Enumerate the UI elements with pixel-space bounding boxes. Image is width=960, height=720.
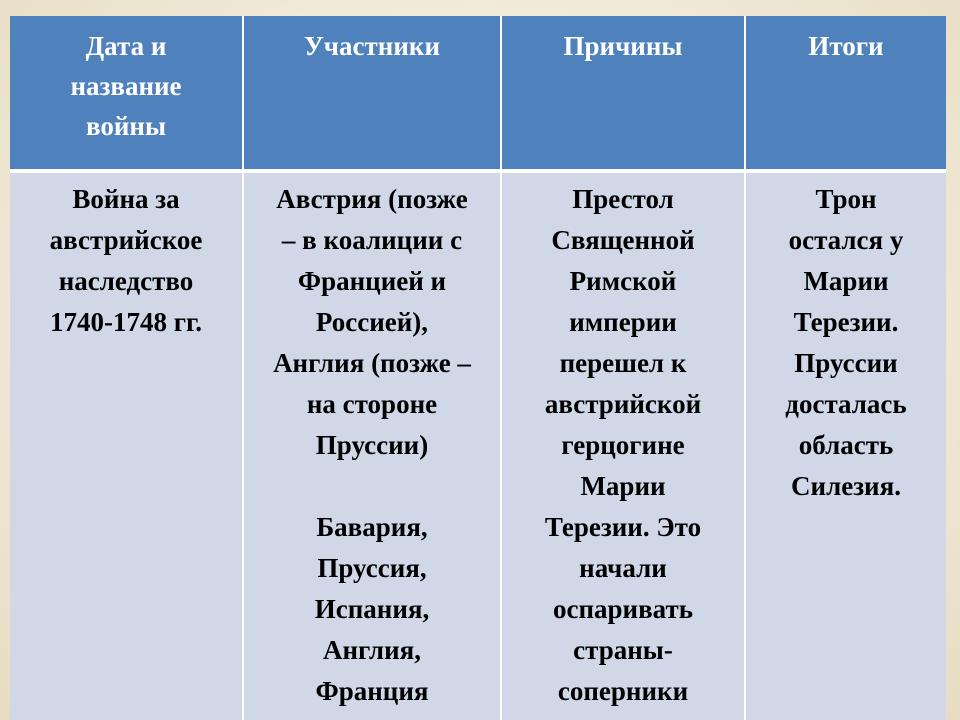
header-causes-text: Причины: [563, 31, 683, 61]
cell-participants: [243, 171, 501, 720]
header-results: [745, 16, 946, 171]
table-header-row: [10, 16, 946, 171]
header-date-and-name-text: Дата и название войны: [70, 31, 182, 141]
header-date-and-name: [10, 16, 243, 171]
table-row: [10, 171, 946, 720]
header-causes: [501, 16, 745, 171]
war-table: [10, 16, 946, 720]
header-participants: [243, 16, 501, 171]
cell-participants-text: Австрия (позже – в коалиции с Францией и Россией), Англия (позже – на стороне Пруссии) Бавария, Пруссия, Испания, Англия, Франция: [273, 184, 471, 706]
slide: [10, 16, 946, 720]
cell-war-text: Война за австрийское наследство 1740-1748 гг.: [49, 184, 203, 337]
cell-results: [745, 171, 946, 720]
cell-causes: [501, 171, 745, 720]
header-results-text: Итоги: [808, 31, 884, 61]
header-participants-text: Участники: [303, 31, 440, 61]
cell-causes-text: Престол Священной Римской империи перешел к австрийской герцогине Марии Терезии. Это начали оспаривать страны- соперники: [544, 184, 702, 706]
cell-results-text: Трон остался у Марии Терезии. Пруссии досталась область Силезия.: [785, 184, 907, 501]
cell-war: [10, 171, 243, 720]
